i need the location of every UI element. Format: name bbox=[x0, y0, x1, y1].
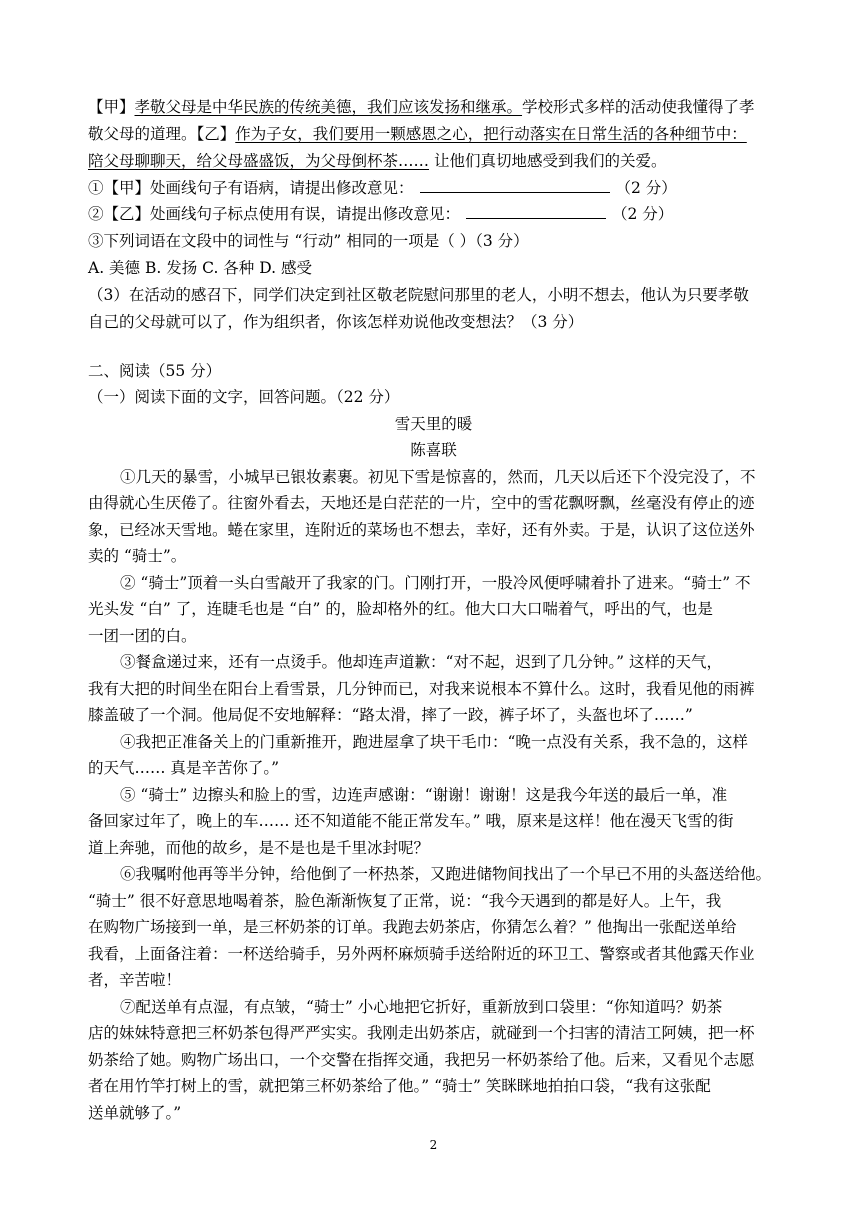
answer-blank-2[interactable] bbox=[466, 204, 606, 219]
answer-blank-1[interactable] bbox=[420, 178, 610, 193]
section-subheading: （一）阅读下面的文字，回答问题。（22 分） bbox=[88, 388, 400, 406]
article-line: 备回家过年了，晚上的车…… 还不知道能不能正常发车。” 哦，原来是这样！他在漫天飞雪的街 bbox=[88, 812, 734, 830]
question-4-line-2: 自己的父母就可以了，作为组织者，你该怎样劝说他改变想法？（3 分） bbox=[88, 313, 584, 331]
article-line: 一团一团的白。 bbox=[88, 627, 197, 645]
intro-line-3 bbox=[88, 150, 788, 172]
question-1-text: ①【甲】处画线句子有语病，请提出修改意见： bbox=[88, 179, 414, 197]
article-line: 由得就心生厌倦了。往窗外看去，天地还是白茫茫的一片，空中的雪花飘呀飘，丝毫没有停止的迹 bbox=[88, 494, 755, 512]
article-line: 在购物广场接到一单，是三杯奶茶的订单。我跑去奶茶店，你猜怎么着？” 他掏出一张配送单给 bbox=[88, 918, 737, 936]
section-heading: 二、阅读（55 分） bbox=[88, 362, 222, 380]
article-line: 我有大把的时间坐在阳台上看雪景，几分钟而已，对我来说根本不算什么。这时，我看见他的雨裤 bbox=[88, 680, 755, 698]
question-3: ③下列词语在文段中的词性与 “行动” 相同的一项是（ ）（3 分） bbox=[88, 232, 529, 250]
underlined-sentence-jia: 孝敬父母是中华民族的传统美德，我们应该发扬和继承。 bbox=[134, 98, 523, 116]
article-title: 雪天里的暖 bbox=[394, 415, 473, 433]
intro-text: 让他们真切地感受到我们的关爱。 bbox=[429, 152, 667, 170]
article-line: ⑤ “骑士” 边擦头和脸上的雪，边连声感谢：“谢谢！谢谢！这是我今年送的最后一单，准 bbox=[120, 786, 728, 804]
article-line: 卖的 “骑士”。 bbox=[88, 547, 187, 565]
question-1 bbox=[88, 177, 788, 199]
article-line: 者，辛苦啦！ bbox=[88, 971, 182, 989]
article-line: “骑士” 很不好意思地喝着茶，脸色渐渐恢复了正常，说：“我今天遇到的都是好人。上午，我 bbox=[88, 892, 722, 910]
article-line: ④我把正准备关上的门重新推开，跑进屋拿了块干毛巾：“晚一点没有关系，我不急的，这样 bbox=[120, 733, 748, 751]
article-line: ③餐盒递过来，还有一点烫手。他却连声道歉：“对不起，迟到了几分钟。” 这样的天气， bbox=[120, 653, 723, 671]
article-line: 的天气…… 真是辛苦你了。” bbox=[88, 759, 280, 777]
article-line: ⑦配送单有点湿，有点皱，“骑士” 小心地把它折好，重新放到口袋里：“你知道吗？奶茶 bbox=[120, 998, 723, 1016]
article-line: 送单就够了。” bbox=[88, 1104, 182, 1122]
question-1-points: （2 分） bbox=[615, 179, 677, 197]
article-line: 我看，上面备注着：一杯送给骑手，另外两杯麻烦骑手送给附近的环卫工、警察或者其他露天作业 bbox=[88, 945, 755, 963]
intro-text: 学校形式多样的活动使我懂得了孝 bbox=[522, 98, 755, 116]
label-jia: 【甲】 bbox=[88, 98, 135, 116]
intro-line-2 bbox=[88, 123, 788, 145]
underlined-sentence-yi: 作为子女，我们要用一颗感恩之心，把行动落实在日常生活的各种细节中： bbox=[235, 125, 747, 143]
label-yi: 敬父母的道理。【乙】 bbox=[88, 125, 236, 143]
article-line: 店的妹妹特意把三杯奶茶包得严严实实。我刚走出奶茶店，就碰到一个扫害的清洁工阿姨，把一杯 bbox=[88, 1024, 755, 1042]
article-line: ② “骑士”顶着一头白雪敲开了我家的门。门刚打开，一股冷风便呼啸着扑了进来。“骑士” 不 bbox=[120, 574, 751, 592]
article-line: 道上奔驰，而他的故乡，是不是也是千里冰封呢？ bbox=[88, 839, 430, 857]
question-3-options: A. 美德 B. 发扬 C. 各种 D. 感受 bbox=[88, 259, 312, 277]
question-4-line-1: （3）在活动的感召下，同学们决定到社区敬老院慰问那里的老人，小明不想去，他认为只要孝敬 bbox=[88, 286, 749, 304]
question-2 bbox=[88, 203, 788, 225]
page-number: 2 bbox=[429, 1138, 438, 1152]
question-2-points: （2 分） bbox=[612, 205, 674, 223]
article-line: 象，已经冰天雪地。蜷在家里，连附近的菜场也不想去，幸好，还有外卖。于是，认识了这位送外 bbox=[88, 521, 755, 539]
article-line: ⑥我嘱咐他再等半分钟，给他倒了一杯热茶，又跑进储物间找出了一个早已不用的头盔送给他。 bbox=[120, 865, 772, 883]
intro-line-1 bbox=[88, 96, 788, 118]
article-line: 膝盖破了一个洞。他局促不安地解释：“路太滑，摔了一跤，裤子坏了，头盔也坏了……” bbox=[88, 706, 693, 724]
article-line: ①几天的暴雪，小城早已银妆素裹。初见下雪是惊喜的，然而，几天以后还下个没完没了，不 bbox=[120, 468, 756, 486]
underlined-sentence-yi-cont: 陪父母聊聊天，给父母盛盛饭，为父母倒杯茶…… bbox=[88, 152, 430, 170]
question-2-text: ②【乙】处画线句子标点使用有误，请提出修改意见： bbox=[88, 205, 461, 223]
article-line: 奶茶给了她。购物广场出口，一个交警在指挥交通，我把另一杯奶茶给了他。后来，又看见个志愿 bbox=[88, 1051, 755, 1069]
article-line: 光头发 “白” 了，连睫毛也是 “白” 的，脸却格外的红。他大口大口喘着气，呼出的气，也是 bbox=[88, 600, 713, 618]
article-line: 者在用竹竿打树上的雪，就把第三杯奶茶给了他。” “骑士” 笑眯眯地拍拍口袋，“我有这张配 bbox=[88, 1077, 711, 1095]
article-author: 陈喜联 bbox=[410, 441, 457, 459]
